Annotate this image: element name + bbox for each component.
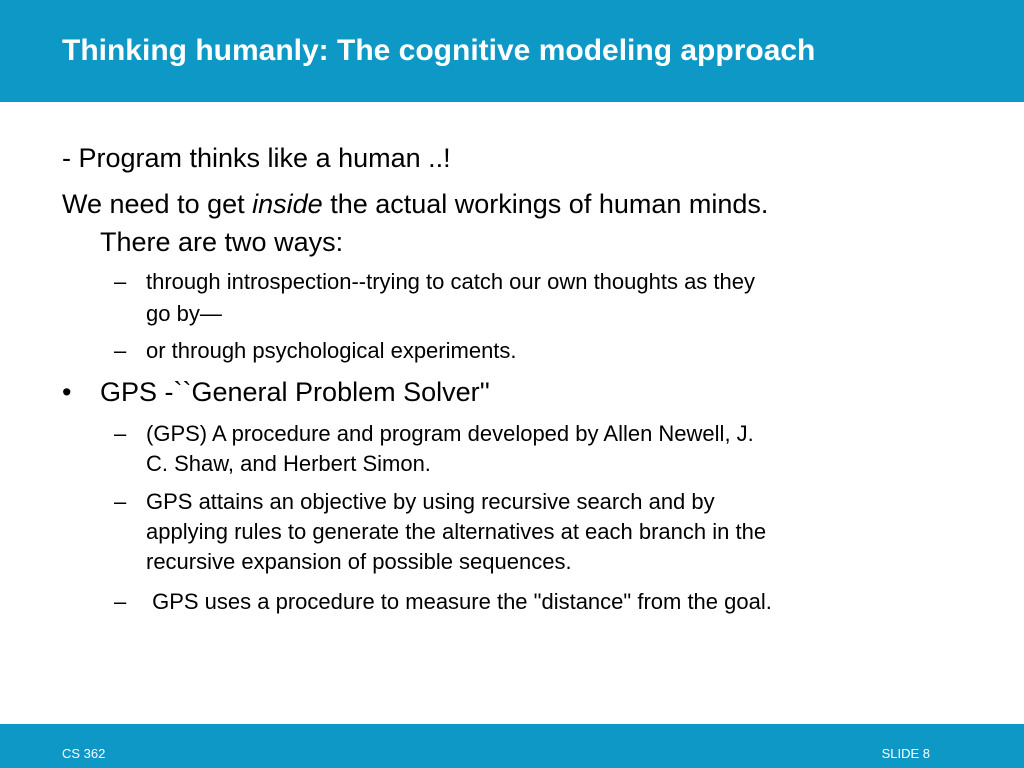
statement-continuation: There are two ways: xyxy=(100,227,344,257)
sub-item-marker: – xyxy=(114,269,127,294)
sub-item-marker: – xyxy=(114,589,127,614)
slide-number: SLIDE 8 xyxy=(881,746,930,761)
slide-title: Thinking humanly: The cognitive modeling approach xyxy=(62,34,816,67)
statement-line xyxy=(62,188,768,220)
bullet-marker: • xyxy=(62,377,72,407)
statement-text-before: We need to get xyxy=(62,189,253,219)
intro-line: - Program thinks like a human ..! xyxy=(62,143,451,173)
sub-item-experiments: or through psychological experiments. xyxy=(146,338,517,363)
sub-item-recursive-search-cont2: recursive expansion of possible sequences. xyxy=(146,549,572,574)
sub-item-gps-developers-cont: C. Shaw, and Herbert Simon. xyxy=(146,451,431,476)
sub-item-recursive-search-cont1: applying rules to generate the alternatives at each branch in the xyxy=(146,519,767,544)
statement-text-after: the actual workings of human minds. xyxy=(322,189,769,219)
sub-item-distance: GPS uses a procedure to measure the "distance" from the goal. xyxy=(146,589,772,614)
sub-item-marker: – xyxy=(114,421,127,446)
footer-bar xyxy=(0,724,1024,768)
sub-item-introspection: through introspection--trying to catch our own thoughts as they xyxy=(146,269,756,294)
course-label: CS 362 xyxy=(62,746,106,761)
statement-text-italic: inside xyxy=(252,189,323,219)
sub-item-gps-developers: (GPS) A procedure and program developed by Allen Newell, J. xyxy=(146,421,754,446)
sub-item-marker: – xyxy=(114,489,127,514)
sub-item-recursive-search: GPS attains an objective by using recursive search and by xyxy=(146,489,715,514)
sub-item-introspection-cont: go by— xyxy=(146,301,222,326)
sub-item-marker: – xyxy=(114,338,127,363)
bullet-gps: GPS -``General Problem Solver'' xyxy=(100,377,490,407)
